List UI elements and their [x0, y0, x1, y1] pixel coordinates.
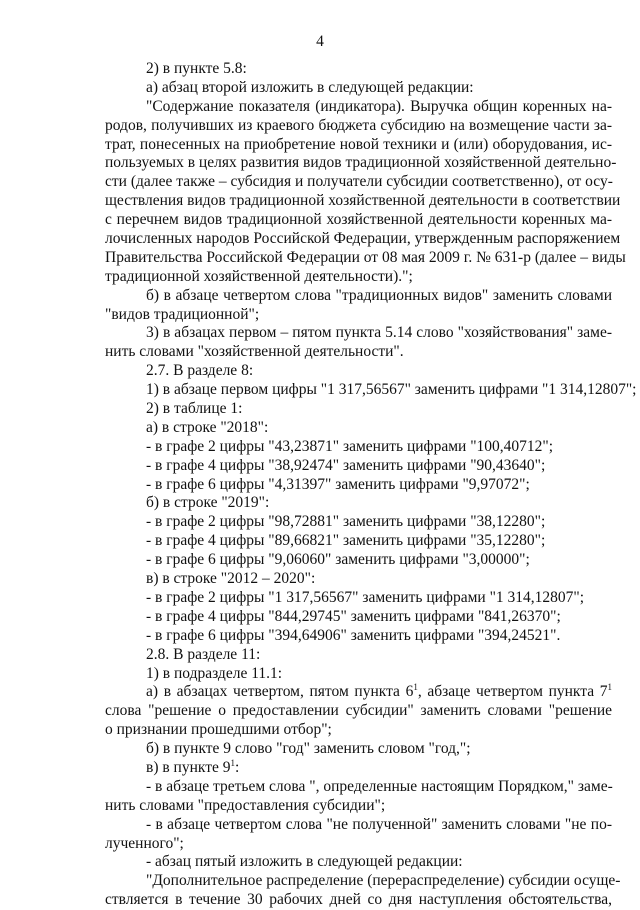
- superscript: 1: [230, 757, 235, 768]
- text-line: б) в пункте 9 слово "год" заменить словом "год,";: [146, 740, 471, 758]
- text-line: [105, 683, 612, 702]
- text-line: 2) в таблице 1:: [146, 400, 243, 418]
- text-line: лученного";: [105, 834, 184, 852]
- text-line: в) в строке "2012 – 2020":: [146, 570, 316, 588]
- text-line: нить словами "предоставления субсидии";: [105, 796, 386, 814]
- text-line: нить словами "хозяйственной деятельности".: [105, 343, 404, 361]
- page-number: 4: [316, 33, 324, 50]
- text-line: "Дополнительное распределение (перераспределение) субсидии осуще-: [146, 872, 621, 890]
- text-line: - в графе 6 цифры "394,64906" заменить цифрами "394,24521".: [146, 626, 561, 644]
- text-line: пользуемых в целях развития видов традиционной хозяйственной деятельно-: [105, 154, 617, 172]
- text-line: - в абзаце четвертом слова "не полученной" заменить словами "не по-: [146, 815, 612, 833]
- text-line: а) в строке "2018":: [146, 418, 269, 436]
- text-line: трат, понесенных на приобретение новой техники и (или) оборудования, ис-: [105, 135, 612, 153]
- text-segment: , абзаце четвертом пункта 7: [417, 683, 608, 701]
- text-line: родов, получивших из краевого бюджета субсидию на возмещение части за-: [105, 116, 612, 134]
- text-segment: в) в пункте 9: [146, 758, 231, 776]
- text-line: традиционной хозяйственной деятельности).";: [105, 267, 413, 285]
- text-line: 2.7. В разделе 8:: [146, 362, 254, 380]
- text-line: "Содержание показателя (индикатора). Выручка общин коренных на-: [146, 97, 612, 115]
- superscript: 1: [413, 682, 418, 693]
- text-line: 1) в абзаце первом цифры "1 317,56567" заменить цифрами "1 314,12807";: [146, 381, 637, 399]
- text-line: сти (далее также – субсидия и получатели субсидии соответственно), от осу-: [105, 173, 613, 191]
- text-line: 2.8. В разделе 11:: [146, 645, 261, 663]
- text-line: - в графе 6 цифры "9,06060" заменить цифрами "3,00000";: [146, 551, 530, 569]
- text-segment: а) в абзацах четвертом, пятом пункта 6: [146, 683, 414, 701]
- text-line: 3) в абзацах первом – пятом пункта 5.14 слово "хозяйствования" заме-: [146, 324, 612, 342]
- text-line: - в графе 2 цифры "43,23871" заменить цифрами "100,40712";: [146, 437, 554, 455]
- text-line: Правительства Российской Федерации от 08 мая 2009 г. № 631-р (далее – виды: [105, 248, 626, 266]
- text-line: - в графе 6 цифры "4,31397" заменить цифрами "9,97072";: [146, 475, 530, 493]
- text-line: лочисленных народов Российской Федерации, утвержденным распоряжением: [105, 230, 621, 248]
- text-line: 1) в подразделе 11.1:: [146, 664, 283, 682]
- text-line: - в абзаце третьем слова ", определенные настоящим Порядком," заме-: [146, 777, 613, 795]
- text-line: о признании прошедшими отбор";: [105, 721, 332, 739]
- text-line: б) в строке "2019":: [146, 494, 270, 512]
- text-line: слова "решение о предоставлении субсидии" заменить словами "решение: [105, 702, 612, 720]
- text-line: с перечнем видов традиционной хозяйственной деятельности коренных ма-: [105, 211, 612, 229]
- text-line: - в графе 4 цифры "844,29745" заменить цифрами "841,26370";: [146, 607, 561, 625]
- text-line: - в графе 2 цифры "1 317,56567" заменить цифрами "1 314,12807";: [146, 588, 585, 606]
- document-body: [105, 60, 637, 910]
- superscript: 1: [607, 682, 612, 693]
- text-line: [105, 759, 612, 778]
- text-line: - в графе 2 цифры "98,72881" заменить цифрами "38,12280";: [146, 513, 546, 531]
- text-line: ствляется в течение 30 рабочих дней со дня наступления обстоятельства,: [105, 891, 612, 909]
- text-line: - в графе 4 цифры "89,66821" заменить цифрами "35,12280";: [146, 532, 546, 550]
- text-line: а) абзац второй изложить в следующей редакции:: [146, 78, 474, 96]
- text-line: 2) в пункте 5.8:: [146, 60, 247, 77]
- text-line: "видов традиционной";: [105, 305, 260, 323]
- text-line: - в графе 4 цифры "38,92474" заменить цифрами "90,43640";: [146, 456, 546, 474]
- text-line: б) в абзаце четвертом слова "традиционных видов" заменить словами: [146, 286, 612, 304]
- text-line: - абзац пятый изложить в следующей редакции:: [146, 853, 463, 871]
- text-line: ществления видов традиционной хозяйственной деятельности в соответствии: [105, 192, 621, 210]
- text-segment: :: [235, 758, 240, 776]
